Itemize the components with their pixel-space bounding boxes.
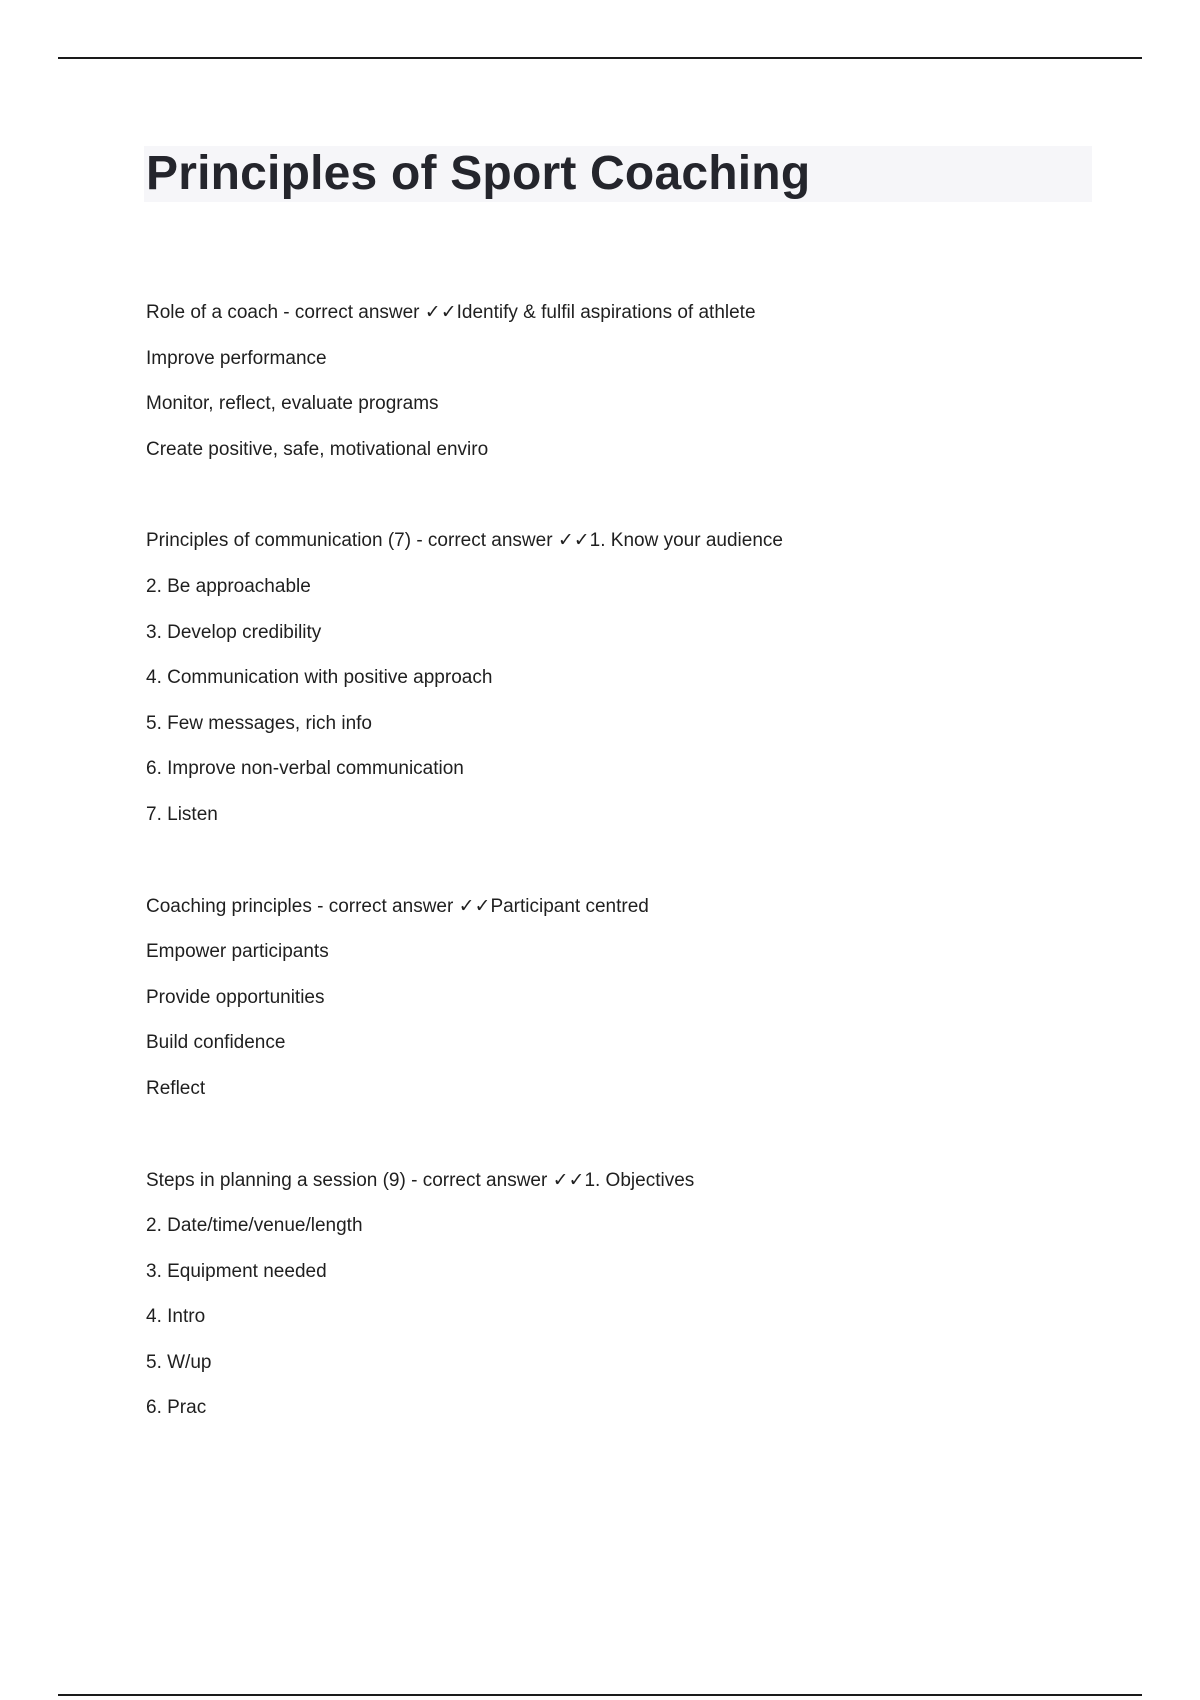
answer-line: 3. Develop credibility	[146, 621, 322, 643]
answer-line: Empower participants	[146, 941, 329, 963]
question-line	[146, 884, 1106, 930]
answer-line: Create positive, safe, motivational enviro	[146, 438, 489, 460]
answer-first: Identify & fulfil aspirations of athlete	[456, 302, 756, 323]
separator: - correct answer	[405, 1169, 553, 1191]
separator: - correct answer	[311, 895, 459, 917]
page-title: Principles of Sport Coaching	[146, 147, 811, 200]
answer-line: Improve performance	[146, 347, 327, 369]
answer-line: 6. Improve non-verbal communication	[146, 758, 464, 780]
flashcard	[146, 290, 1106, 472]
question-line	[146, 1158, 1106, 1204]
question-line	[146, 518, 1106, 564]
answer-line: Build confidence	[146, 1032, 286, 1054]
answer-line: 5. W/up	[146, 1351, 212, 1373]
answer-first: 1. Objectives	[584, 1169, 695, 1191]
check-mark-icon: ✓✓	[557, 529, 590, 552]
answer-line: Monitor, reflect, evaluate programs	[146, 393, 439, 415]
term: Principles of communication (7)	[146, 530, 412, 552]
term: Coaching principles	[146, 895, 312, 917]
answer-line: 5. Few messages, rich info	[146, 712, 372, 734]
answer-line: 3. Equipment needed	[146, 1260, 327, 1282]
flashcard	[146, 518, 1106, 837]
top-rule	[58, 57, 1142, 59]
check-mark-icon: ✓✓	[552, 1168, 585, 1191]
answer-line: 2. Date/time/venue/length	[146, 1215, 363, 1237]
check-mark-icon: ✓✓	[458, 894, 491, 917]
answer-first: Participant centred	[490, 895, 649, 917]
answer-line: 4. Intro	[146, 1306, 206, 1328]
separator: - correct answer	[278, 302, 425, 323]
answer-first: 1. Know your audience	[589, 530, 783, 552]
bottom-rule	[58, 1694, 1142, 1696]
answer-line: 7. Listen	[146, 803, 218, 825]
separator: - correct answer	[411, 530, 558, 552]
answer-line: 2. Be approachable	[146, 575, 311, 597]
flashcard-list	[146, 290, 1106, 1477]
flashcard	[146, 884, 1106, 1112]
flashcard	[146, 1158, 1106, 1432]
answer-line: 4. Communication with positive approach	[146, 667, 493, 689]
answer-line: 6. Prac	[146, 1397, 207, 1419]
check-mark-icon: ✓✓	[424, 301, 457, 323]
answer-line: Reflect	[146, 1077, 206, 1099]
term: Role of a coach	[146, 302, 279, 323]
question-line	[146, 290, 1106, 336]
answer-line: Provide opportunities	[146, 986, 325, 1008]
term: Steps in planning a session (9)	[146, 1169, 406, 1191]
